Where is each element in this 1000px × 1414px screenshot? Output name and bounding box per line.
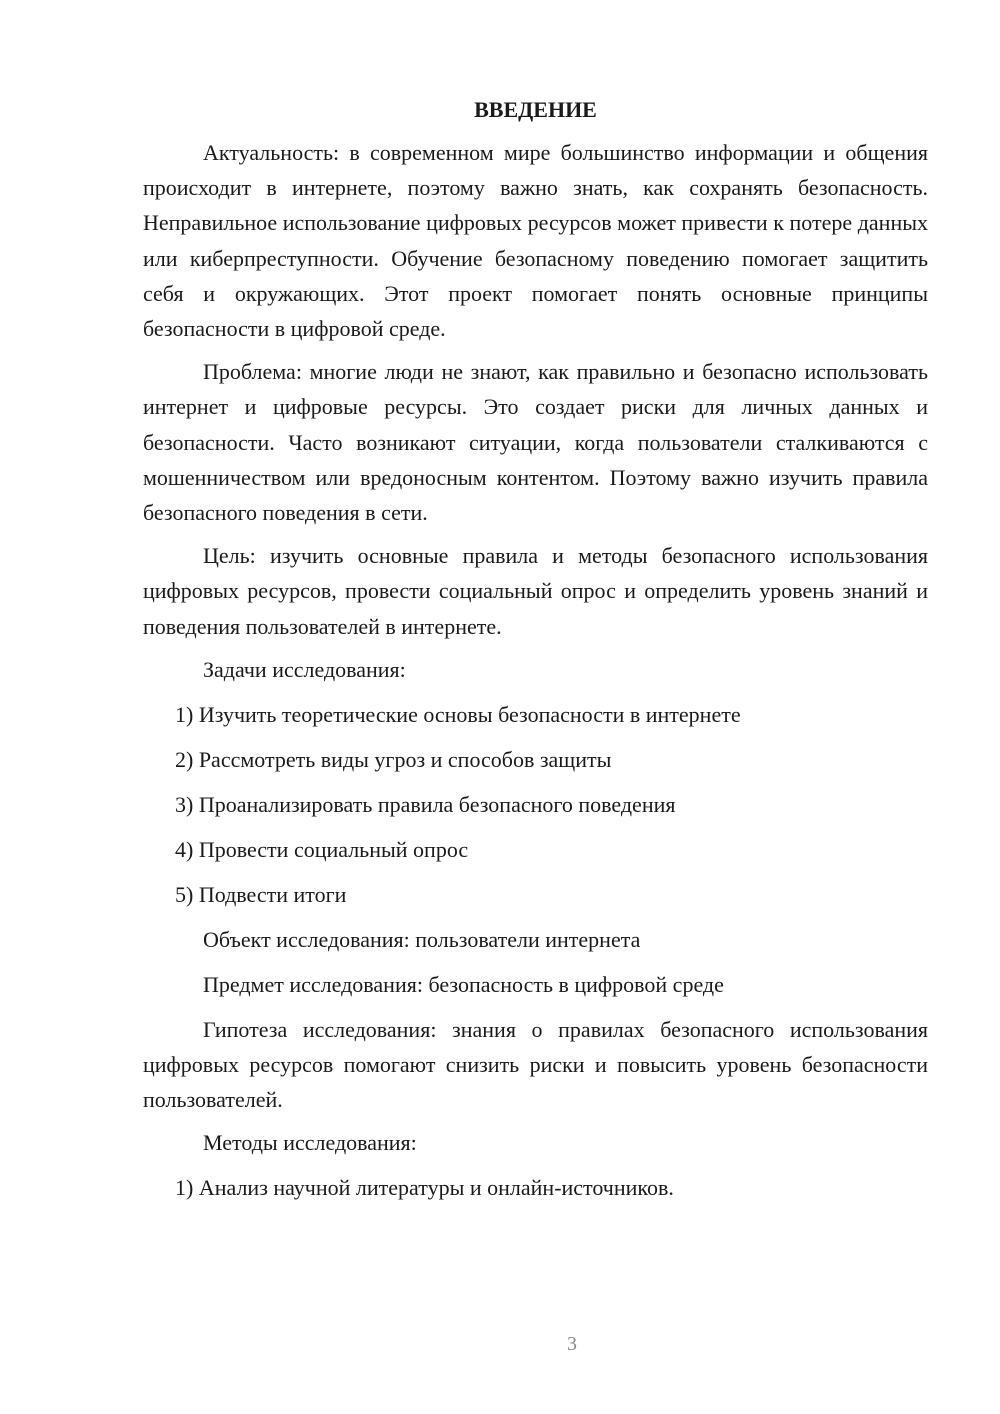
research-object: Объект исследования: пользователи интернета bbox=[203, 926, 641, 952]
task-item: 3) Проанализировать правила безопасного поведения bbox=[175, 791, 676, 817]
hypothesis-paragraph: Гипотеза исследования: знания о правилах безопасного использования цифровых ресурсов помогают снизить риски и повысить уровень безопасности пользователей. bbox=[143, 1016, 928, 1113]
relevance-paragraph: Актуальность: в современном мире большинство информации и общения происходит в интернете, поэтому важно знать, как сохранять безопасность. Неправильное использование цифровых ресурсов может привести к потере данных или киберпреступности. Обучение безопасному поведению помогает защитить себя и окружающих. Этот проект помогает понять основные принципы безопасности в цифровой среде. bbox=[143, 140, 928, 342]
methods-heading: Методы исследования: bbox=[203, 1130, 417, 1156]
research-subject: Предмет исследования: безопасность в цифровой среде bbox=[203, 971, 724, 997]
method-item: 1) Анализ научной литературы и онлайн-источников. bbox=[175, 1175, 674, 1201]
goal-paragraph: Цель: изучить основные правила и методы безопасного использования цифровых ресурсов, провести социальный опрос и определить уровень знаний и поведения пользователей в интернете. bbox=[143, 543, 928, 639]
task-item: 4) Провести социальный опрос bbox=[175, 836, 469, 862]
tasks-heading: Задачи исследования: bbox=[203, 656, 406, 682]
task-item: 1) Изучить теоретические основы безопасности в интернете bbox=[175, 701, 741, 727]
task-item: 2) Рассмотреть виды угроз и способов защиты bbox=[175, 746, 612, 772]
page-content bbox=[143, 92, 928, 1215]
page-number: 3 bbox=[567, 1333, 577, 1355]
task-item: 5) Подвести итоги bbox=[175, 881, 347, 907]
problem-paragraph: Проблема: многие люди не знают, как правильно и безопасно использовать интернет и цифровые ресурсы. Это создает риски для личных данных и безопасности. Часто возникают ситуации, когда пользователи сталкиваются с мошенничеством или вредоносным контентом. Поэтому важно изучить правила безопасного поведения в сети. bbox=[143, 359, 928, 526]
page-title: ВВЕДЕНИЕ bbox=[474, 97, 597, 122]
